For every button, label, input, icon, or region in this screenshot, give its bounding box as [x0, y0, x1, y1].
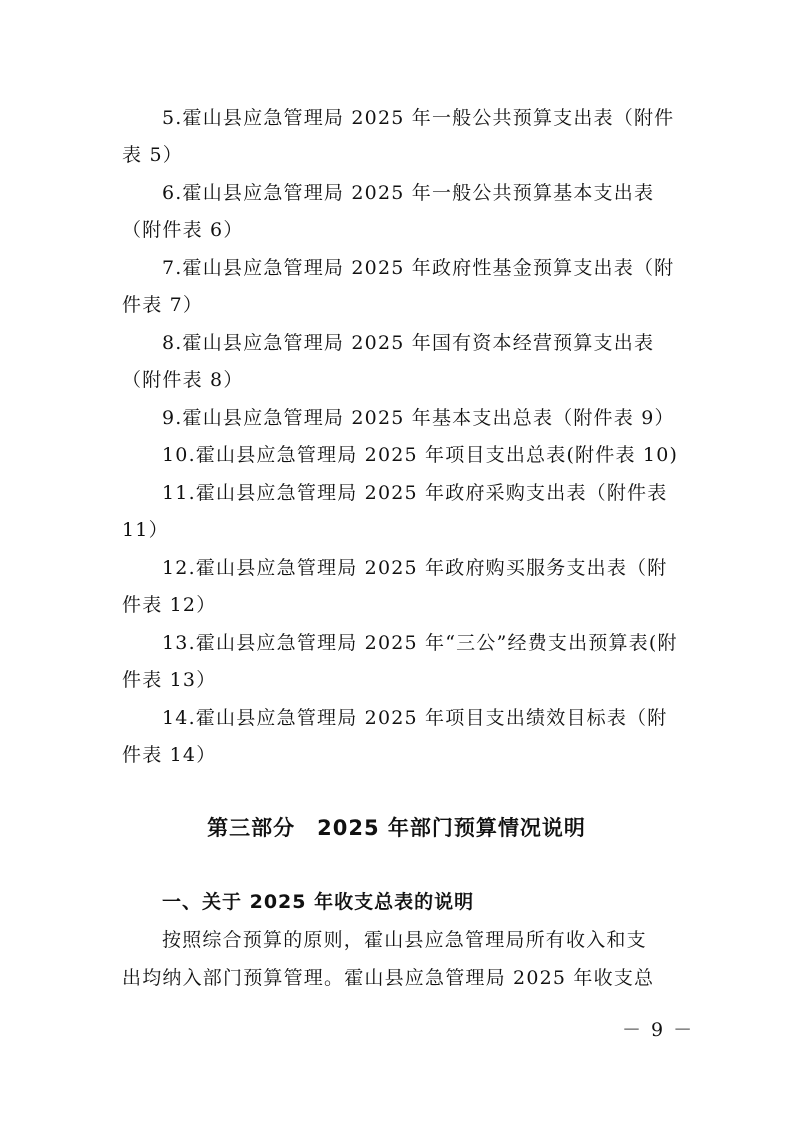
attachment-item-7-line2: 件表 7）: [122, 294, 204, 316]
body-paragraph-line2: 出均纳入部门预算管理。霍山县应急管理局 2025 年收支总: [122, 967, 655, 989]
attachment-item-13-line1: 13.霍山县应急管理局 2025 年“三公”经费支出预算表(附: [162, 632, 678, 654]
subsection-heading: 一、关于 2025 年收支总表的说明: [162, 891, 475, 913]
attachment-item-5-line2: 表 5）: [122, 144, 183, 166]
attachment-item-10: 10.霍山县应急管理局 2025 年项目支出总表(附件表 10): [162, 444, 679, 466]
body-paragraph-line1: 按照综合预算的原则，霍山县应急管理局所有收入和支: [162, 929, 647, 951]
attachment-item-5-line1: 5.霍山县应急管理局 2025 年一般公共预算支出表（附件: [162, 107, 675, 129]
attachment-item-9: 9.霍山县应急管理局 2025 年基本支出总表（附件表 9）: [162, 407, 675, 429]
attachment-item-8-line1: 8.霍山县应急管理局 2025 年国有资本经营预算支出表: [162, 332, 655, 354]
attachment-item-14-line2: 件表 14）: [122, 744, 217, 766]
attachment-item-7-line1: 7.霍山县应急管理局 2025 年政府性基金预算支出表（附: [162, 257, 675, 279]
attachment-item-6-line2: （附件表 6）: [122, 219, 244, 241]
attachment-item-8-line2: （附件表 8）: [122, 369, 244, 391]
attachment-item-13-line2: 件表 13）: [122, 669, 217, 691]
attachment-item-12-line1: 12.霍山县应急管理局 2025 年政府购买服务支出表（附: [162, 557, 668, 579]
attachment-item-14-line1: 14.霍山县应急管理局 2025 年项目支出绩效目标表（附: [162, 707, 668, 729]
attachment-item-6-line1: 6.霍山县应急管理局 2025 年一般公共预算基本支出表: [162, 182, 655, 204]
attachment-item-11-line2: 11）: [122, 519, 169, 541]
page-number: － 9 －: [622, 1019, 695, 1041]
attachment-item-11-line1: 11.霍山县应急管理局 2025 年政府采购支出表（附件表: [162, 482, 668, 504]
attachment-item-12-line2: 件表 12）: [122, 594, 217, 616]
section-heading: 第三部分 2025 年部门预算情况说明: [207, 816, 586, 840]
